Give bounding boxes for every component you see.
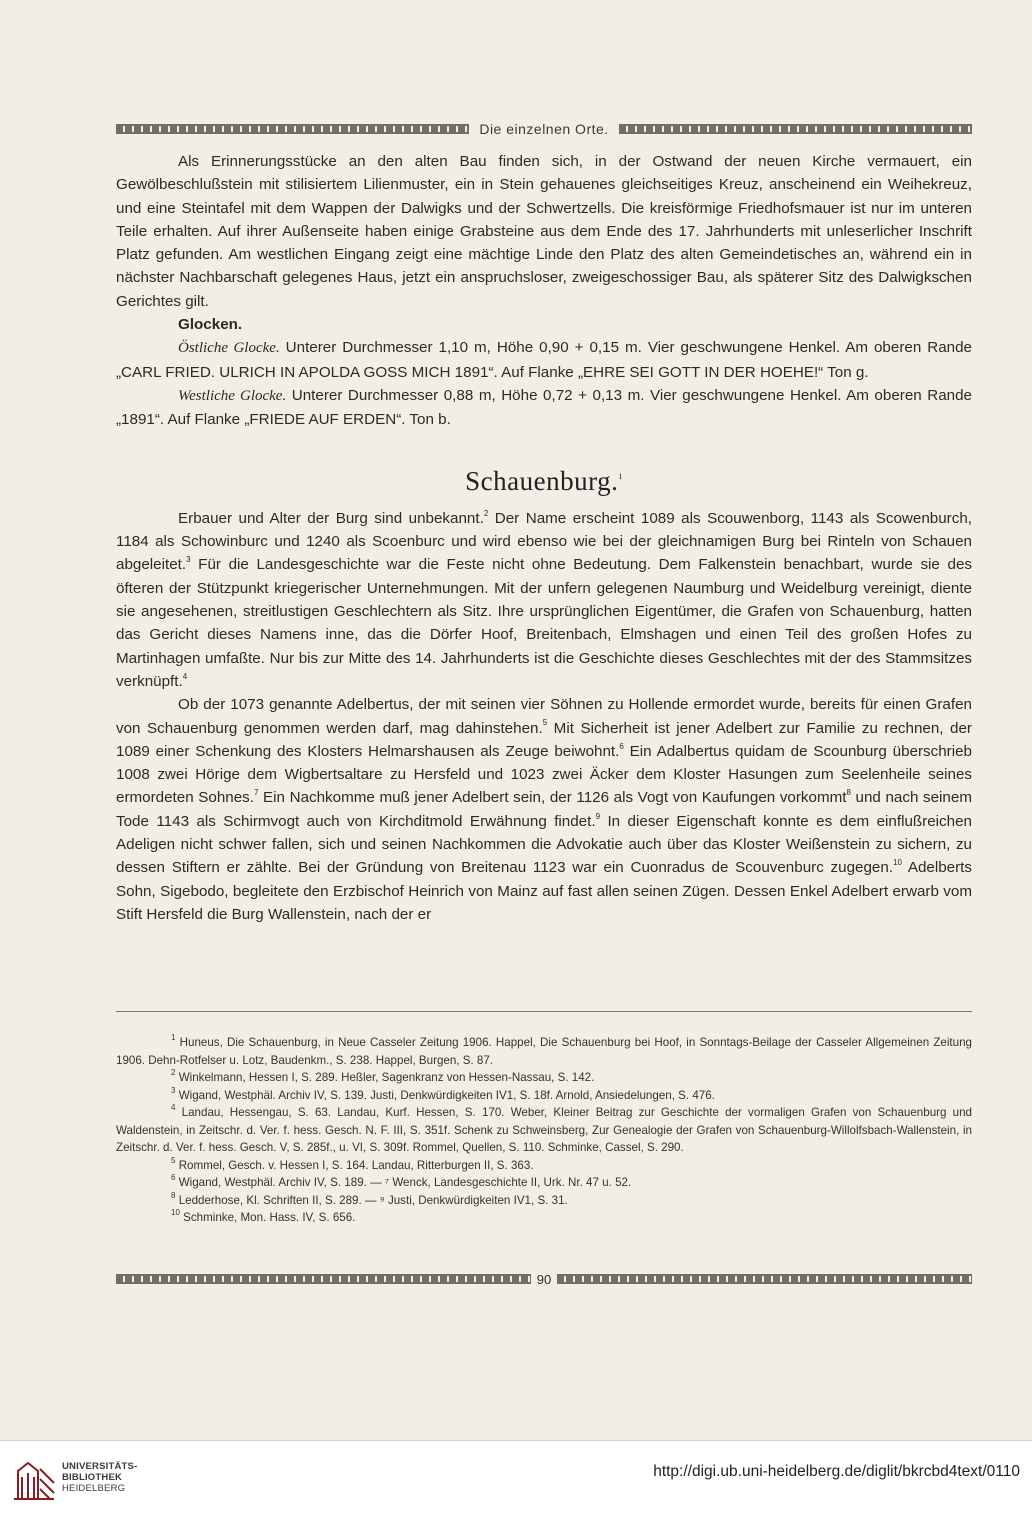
subheading-glocken: Glocken. [178,316,243,334]
footnote-divider [116,1011,972,1012]
footnote-number: 10 [171,1208,180,1218]
footnote-6-7 [116,1174,972,1192]
footnote-3 [116,1087,972,1105]
text-run: Ob der 1073 genannte Adelbertus, der mit seinen vier Söhnen zu Hollende ermordet wurde, bereits für einen Grafen von Schauenburg genommen werden darf, mag dahinstehen. [116,696,972,737]
text-run: Der Name erscheint 1089 als Scouwenborg, 1143 als Scowenburch, 1184 als Schowinburc und 1240 als Scoenburc und wird ebenso wie bei der gleichnamigen Burg bei Rinteln von Schauen abgeleitet. [116,509,972,574]
running-header [116,118,972,140]
bell-label-west: Westliche Glocke. [178,387,287,404]
footnote-8-9 [116,1192,972,1210]
footnote-ref-8: 8 [846,788,851,798]
library-footer-bar [0,1440,1032,1520]
footnote-number: 6 [171,1173,176,1183]
page-footer [116,1269,972,1289]
header-ornament-left [116,124,469,134]
paragraph-erbauer [116,507,972,693]
text-run: und nach seinem Tode 1143 als Schirmvogt auch von Kirchditmold Erwähnung findet. [116,789,972,830]
footnote-ref-9: 9 [595,811,601,821]
footnotes [116,1034,972,1227]
library-name [62,1461,137,1494]
footnote-text: Rommel, Gesch. v. Hessen I, S. 164. Landau, Ritterburgen II, S. 363. [178,1158,534,1172]
section-title-schauenburg [116,465,972,496]
footnote-number: 8 [171,1190,176,1200]
footnote-ref-2: 2 [483,508,489,518]
text-run: Erbauer und Alter der Burg sind unbekannt. [178,509,484,527]
footnote-1 [116,1034,972,1069]
section-title-text: Schauenburg. [465,465,619,496]
footnote-text: Huneus, Die Schauenburg, in Neue Casseler Zeitung 1906. Happel, Die Schauenburg bei Hoof, in Sonntags-Beilage der Casseler Allgemeinen Zeitung 1906. Dehn-Rotfelser u. Lotz, Baudenkm., S. 238. Happel, Burgen, S. 87. [116,1036,972,1067]
paragraph-adelbertus [116,693,972,926]
footnote-ref-10: 10 [893,858,902,868]
text-run: In dieser Eigenschaft konnte es dem einflußreichen Adeligen nicht schwer fallen, sich und seinen Nachkommen die Advokatie auch über das Kloster Weißenstein zu sichern, zu dessen Stiftern er zählte. Bei der Gründung von Breitenau 1123 war ein Cuonradus de Scouvenburc zugegen. [116,812,972,877]
text-run: Ein Adalbertus quidam de Scounburg überschrieb 1008 zwei Hörige dem Wigbertsaltare zu Hersfeld und 1023 zwei Äcker dem Kloster Hasungen zum Seelenheile seines ermordeten Sohnes. [116,742,972,807]
footnote-number: 1 [171,1033,176,1043]
footnote-2 [116,1069,972,1087]
footnote-number: 3 [171,1085,176,1095]
footnote-text: Winkelmann, Hessen I, S. 289. Heßler, Sagenkranz von Hessen-Nassau, S. 142. [178,1071,595,1084]
footnote-text: Ledderhose, Kl. Schriften II, S. 289. — ⁹ Justi, Denkwürdigkeiten IV1, S. 31. [178,1193,568,1207]
footnote-ref-1: 1 [618,471,623,481]
bell-text-west: Unterer Durchmesser 0,88 m, Höhe 0,72 + 0,13 m. Vier geschwungene Henkel. Am oberen Rande „1891“. Auf Flanke „FRIEDE AUF ERDEN“. Ton b. [116,386,972,429]
header-ornament-right [619,124,972,134]
main-text [116,150,972,926]
permalink-url[interactable]: http://digi.ub.uni-heidelberg.de/diglit/bkrcbd4text/0110 [653,1463,1020,1480]
footnote-number: 2 [171,1068,176,1078]
footnote-5 [116,1157,972,1175]
footer-ornament-left [116,1274,531,1284]
library-name-line1: UNIVERSITÄTS- [62,1461,138,1472]
text-run: Adelberts Sohn, Sigebodo, begleitete den Erzbischof Heinrich von Mainz auf fast allen seinen Zügen. Dessen Enkel Adelbert erwarb vom Stift Hersfeld die Burg Wallenstein, nach der er [116,859,972,923]
footnote-text: Wigand, Westphäl. Archiv IV, S. 139. Justi, Denkwürdigkeiten IV1, S. 18f. Arnold, Ansiedelungen, S. 476. [178,1088,715,1102]
text-run: Für die Landesgeschichte war die Feste nicht ohne Bedeutung. Dem Falkenstein benachbart, wurde sie des öfteren der Stützpunkt kriegerischer Unternehmungen. Mit der unfern gelegenen Naumburg und Weidelburg vereinigt, diente sie angesehenen, streitlustigen Geschlechtern als Sitz. Ihre ursprünglichen Eigentümer, die Grafen von Schauenburg, hatten das Gericht dieses Namens inne, das die Dörfer Hoof, Breitenbach, Elmshagen und einen Teil des großen Hofes zu Martinhagen umfaßte. Nur bis zur Mitte des 14. Jahrhunderts ist die Geschichte dieses Geschlechtes mit der des Stammsitzes verknüpft. [116,556,972,690]
footnote-4 [116,1104,972,1157]
footnote-number: 4 [171,1103,176,1113]
bell-text-east: Unterer Durchmesser 1,10 m, Höhe 0,90 + 0,15 m. Vier geschwungene Henkel. Am oberen Rande „CARL FRIED. ULRICH IN APOLDA GOSS MICH 1891“. Auf Flanke „EHRE SEI GOTT IN DER HOEHE!“ Ton g. [116,339,972,381]
page-number: 90 [536,1271,552,1287]
paragraph-erinnerungsstuecke: Als Erinnerungsstücke an den alten Bau finden sich, in der Ostwand der neuen Kirche vermauert, ein Gewölbeschlußstein mit stilisiertem Lilienmuster, ein in Stein gehauenes gleichseitiges Kreuz, anscheinend ein Weihekreuz, und eine Steintafel mit dem Wappen der Dalwigks und der Schwertzells. Die kreisförmige Friedhofsmauer ist nur im unteren Teile erhalten. Auf ihrer Außenseite haben einige Grabsteine aus dem Ende des 17. Jahrhunderts mit unleserlicher Inschrift Platz gefunden. Am westlichen Eingang zeigt eine mächtige Linde den Platz des alten Gemeindetisches an, während ein in nächster Nachbarschaft gelegenes Haus, jetzt ein anspruchsloser, zweigeschossiger Bau, als späterer Sitz des Dalwigkschen Gerichtes gilt. [116,153,972,310]
footnote-text: Schminke, Mon. Hass. IV, S. 656. [183,1211,356,1224]
footnote-ref-6: 6 [619,741,624,751]
text-run: Mit Sicherheit ist jener Adelbert zur Familie zu rechnen, der 1089 einer Schenkung des Klosters Helmarshausen als Zeuge beiwohnt. [116,719,972,760]
footnote-10 [116,1209,972,1227]
running-header-title: Die einzelnen Orte. [479,121,609,137]
paragraph-westliche-glocke [116,384,972,432]
footnote-ref-3: 3 [186,555,191,565]
footnote-ref-4: 4 [182,671,188,681]
library-name-line2: BIBLIOTHEK [62,1472,123,1483]
paragraph-oestliche-glocke [116,336,972,384]
text-run: Ein Nachkomme muß jener Adelbert sein, der 1126 als Vogt von Kaufungen vorkommt [258,789,847,807]
footer-ornament-right [557,1274,972,1284]
footnote-text: Landau, Hessengau, S. 63. Landau, Kurf. Hessen, S. 170. Weber, Kleiner Beitrag zur Geschichte der vormaligen Grafen von Schauenburg und Waldenstein, in Zeitschr. d. Ver. f. hess. Gesch. N. F. III, S. 351f. Schenk zu Schweinsberg, Zur Genealogie der Grafen von Schauenburg-Willolfsbach-Wallenstein, in Zeitschr. d. Ver. f. hess. Gesch. V, S. 285f., u. VI, S. 309f. Rommel, Quellen, S. 110. Schminke, Cassel, S. 290. [116,1106,972,1154]
bell-label-east: Östliche Glocke. [178,340,280,357]
footnote-number: 5 [171,1155,176,1165]
library-name-line3: HEIDELBERG [62,1483,126,1494]
university-library-logo-icon[interactable] [10,1457,58,1503]
footnote-text: Wigand, Westphäl. Archiv IV, S. 189. — ⁷ Wenck, Landesgeschichte II, Urk. Nr. 47 u. 52. [178,1176,632,1189]
footnote-ref-5: 5 [542,718,548,728]
footnote-ref-7: 7 [254,788,259,798]
